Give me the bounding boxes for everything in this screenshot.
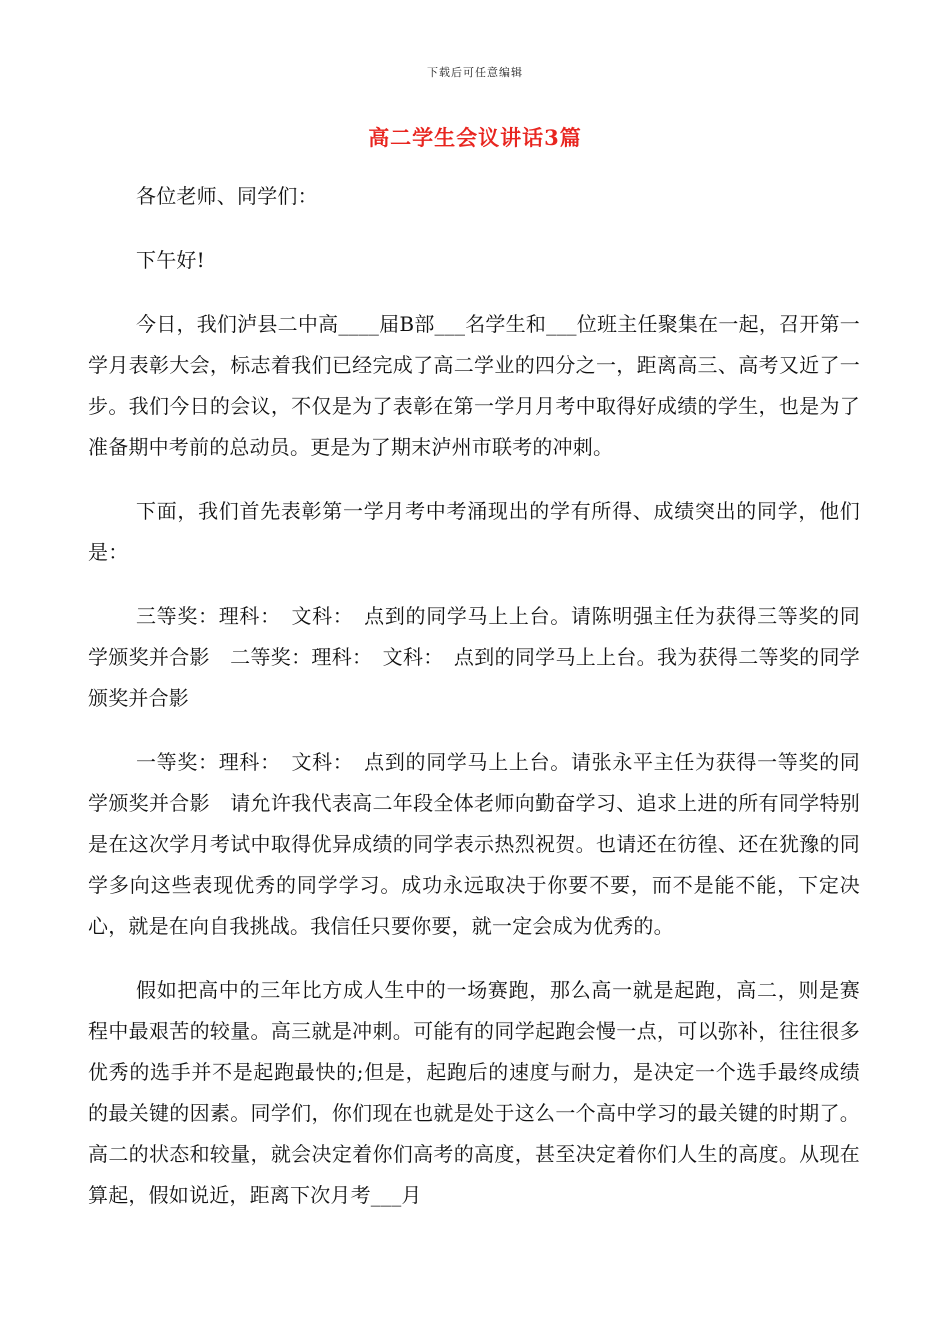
- paragraph-first-prize: 一等奖：理科： 文科： 点到的同学马上上台。请张永平主任为获得一等奖的同学颁奖并合影 请允许我代表高二年段全体老师向勤奋学习、追求上进的所有同学特别是在这次学月考试中取得优异成绩的同学表示热烈祝贺。也请还在彷徨、还在犹豫的同学多向这些表现优秀的同学学习。成功永远取决于你要不要，而不是能不能，下定决心，就是在向自我挑战。我信任只要你要，就一定会成为优秀的。: [88, 750, 860, 938]
- document-title: 高二学生会议讲话3篇: [368, 125, 582, 150]
- header-note: 下载后可任意编辑: [427, 66, 523, 79]
- paragraph-salutation: 下午好!: [136, 248, 205, 272]
- paragraph-third-second-prize: 三等奖：理科： 文科： 点到的同学马上上台。请陈明强主任为获得三等奖的同学颁奖并合影 二等奖：理科： 文科： 点到的同学马上上台。我为获得二等奖的同学颁奖并合影: [88, 604, 860, 710]
- paragraph-race-metaphor: 假如把高中的三年比方成人生中的一场赛跑，那么高一就是起跑，高二，则是赛程中最艰苦的较量。高三就是冲刺。可能有的同学起跑会慢一点，可以弥补，往往很多优秀的选手并不是起跑最快的;但是，起跑后的速度与耐力，是决定一个选手最终成绩的最关键的因素。同学们，你们现在也就是处于这么一个高中学习的最关键的时期了。高二的状态和较量，就会决定着你们高考的高度，甚至决定着你们人生的高度。从现在算起，假如说近，距离下次月考___月: [88, 978, 860, 1207]
- paragraph-opening: 今日，我们泸县二中高____届B部___名学生和___位班主任聚集在一起，召开第一学月表彰大会，标志着我们已经完成了高二学业的四分之一，距离高三、高考又近了一步。我们今日的会议，不仅是为了表彰在第一学月月考中取得好成绩的学生，也是为了准备期中考前的总动员。更是为了期末泸州市联考的冲刺。: [88, 312, 860, 459]
- paragraph-greeting: 各位老师、同学们：: [136, 184, 318, 208]
- document-body: [88, 176, 860, 1239]
- paragraph-commendation-intro: 下面，我们首先表彰第一学月考中考涌现出的学有所得、成绩突出的同学，他们是：: [88, 499, 860, 564]
